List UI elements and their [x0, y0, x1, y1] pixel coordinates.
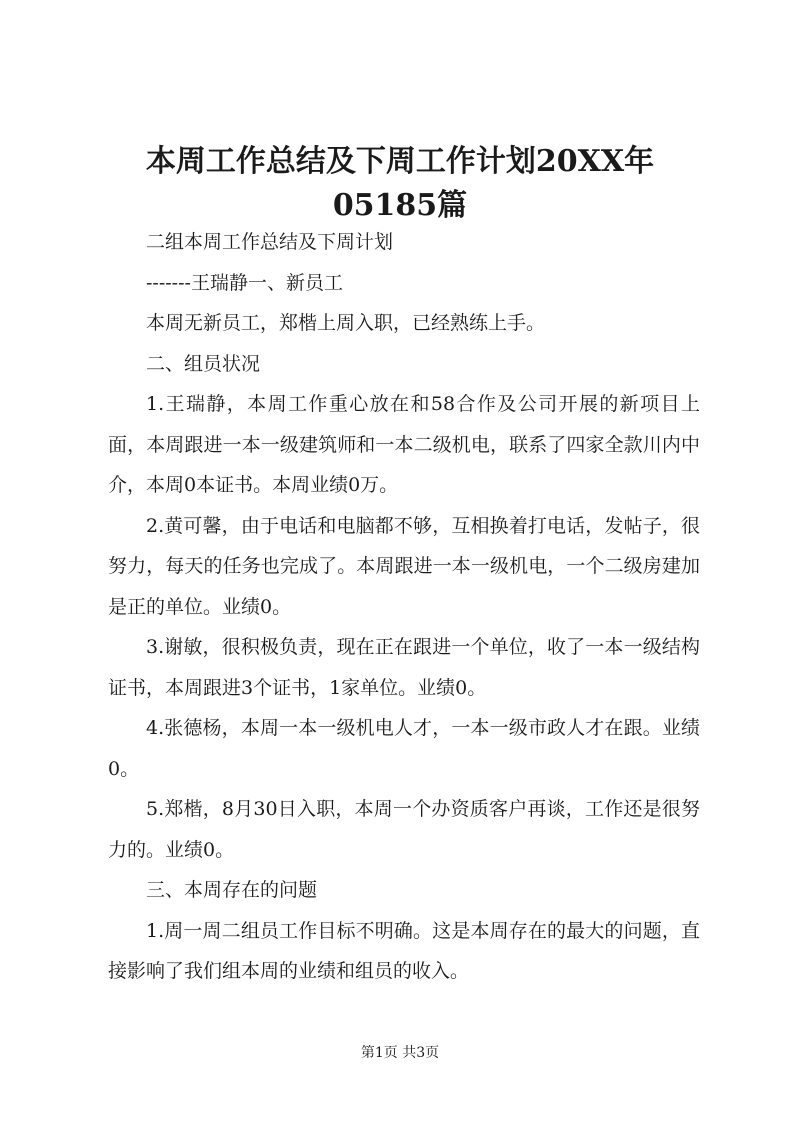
paragraph-member-5: 5.郑楷，8月30日入职，本周一个办资质客户再谈，工作还是很努力的。业绩0。	[108, 798, 700, 861]
paragraph-heading: 二组本周工作总结及下周计划	[146, 231, 394, 253]
paragraph-new-staff: 本周无新员工，郑楷上周入职，已经熟练上手。	[146, 312, 546, 334]
document-body	[108, 222, 700, 992]
paragraph-member-1: 1.王瑞静，本周工作重心放在和58合作及公司开展的新项目上面，本周跟进一本一级建筑师和一本二级机电，联系了四家全款川内中介，本周0本证书。本周业绩0万。	[108, 393, 700, 496]
document-title: 本周工作总结及下周工作计划20XX年05185篇	[145, 144, 655, 223]
paragraph-problem-1: 1.周一周二组员工作目标不明确。这是本周存在的最大的问题，直接影响了我们组本周的业绩和组员的收入。	[108, 919, 700, 982]
page-footer: 第1页 共3页	[360, 1045, 440, 1061]
section-heading-problems: 三、本周存在的问题	[146, 879, 318, 901]
paragraph-author-section: -------王瑞静一、新员工	[146, 271, 343, 294]
section-heading-members: 二、组员状况	[146, 352, 261, 375]
paragraph-member-2: 2.黄可馨，由于电话和电脑都不够，互相换着打电话，发帖子，很努力，每天的任务也完成了。本周跟进一本一级机电，一个二级房建加是正的单位。业绩0。	[108, 514, 700, 618]
paragraph-member-4: 4.张德杨，本周一本一级机电人才，一本一级市政人才在跟。业绩0。	[108, 717, 700, 780]
paragraph-member-3: 3.谢敏，很积极负责，现在正在跟进一个单位，收了一本一级结构证书，本周跟进3个证书，1家单位。业绩0。	[108, 636, 700, 699]
